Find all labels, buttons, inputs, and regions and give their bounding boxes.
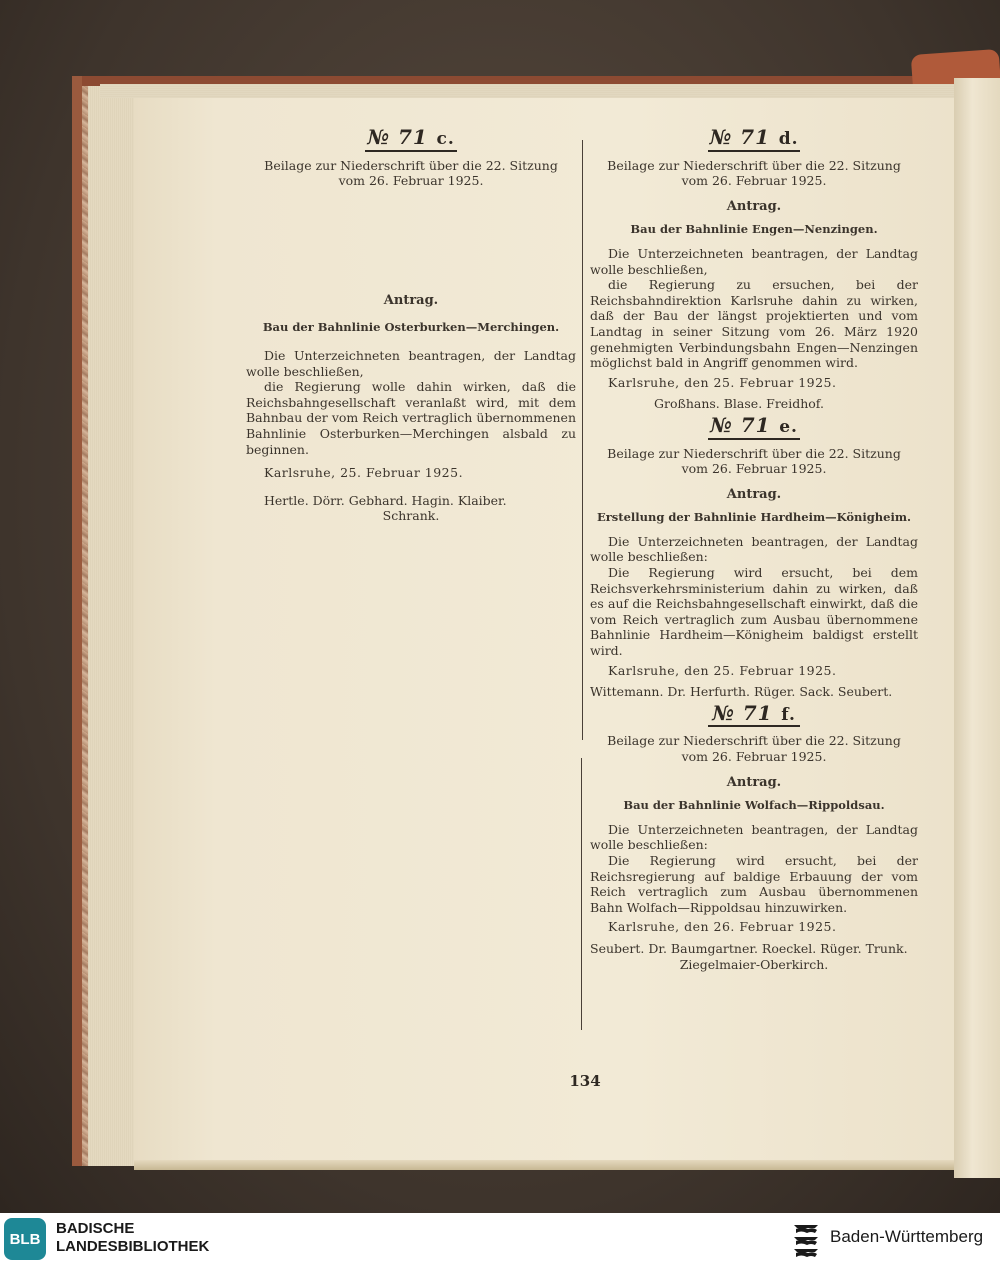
state-name[interactable]: Baden-Württemberg bbox=[830, 1227, 984, 1246]
signatures: Großhans. Blase. Freidhof. bbox=[654, 396, 824, 412]
antrag-title: Erstellung der Bahnlinie Hardheim—Königheim. bbox=[596, 510, 912, 525]
signatures: Hertle. Dörr. Gebhard. Hagin. Klaiber. bbox=[264, 492, 507, 508]
antrag-heading: Antrag. bbox=[383, 292, 439, 308]
heading-underline bbox=[708, 438, 800, 440]
page-stack-edge bbox=[88, 86, 138, 1166]
supplement-line: Beilage zur Niederschrift über die 22. Sitzung bbox=[607, 733, 901, 749]
document-number: № 71 bbox=[709, 125, 771, 149]
antrag-title: Bau der Bahnlinie Wolfach—Rippoldsau. bbox=[623, 798, 885, 813]
document-71c bbox=[246, 125, 576, 524]
antrag-heading: Antrag. bbox=[726, 198, 782, 214]
supplement-date: vom 26. Februar 1925. bbox=[681, 173, 827, 189]
place-date: Karlsruhe, 25. Februar 1925. bbox=[264, 465, 464, 481]
motion-body: die Regierung zu ersuchen, bei der Reichsbahndirektion Karlsruhe dahin zu wirken, daß der Bau der längst projektierten und vom Landtag in seiner Sitzung vom 26. März 1920 genehmigten Verbindungsbahn Engen—Nenzingen möglichst bald in Angriff genommen wird. bbox=[590, 277, 918, 371]
library-name[interactable] bbox=[56, 1220, 209, 1256]
place-date: Karlsruhe, den 26. Februar 1925. bbox=[608, 919, 837, 935]
supplement-date: vom 26. Februar 1925. bbox=[681, 461, 827, 477]
signatures-continued: Ziegelmaier-Oberkirch. bbox=[679, 956, 829, 972]
antrag-heading: Antrag. bbox=[726, 486, 782, 502]
place-date: Karlsruhe, den 25. Februar 1925. bbox=[608, 662, 837, 678]
supplement-line: Beilage zur Niederschrift über die 22. Sitzung bbox=[264, 157, 558, 173]
facing-page-edge bbox=[954, 78, 1000, 1178]
page-bottom-edge bbox=[134, 1160, 954, 1170]
baden-wuerttemberg-lions-icon[interactable] bbox=[790, 1219, 824, 1259]
page-number: 134 bbox=[569, 1072, 601, 1090]
place-date: Karlsruhe, den 25. Februar 1925. bbox=[608, 374, 837, 390]
column-rule bbox=[582, 140, 583, 740]
document-heading bbox=[590, 412, 918, 440]
motion-intro: Die Unterzeichneten beantragen, der Landtag wolle beschließen: bbox=[590, 533, 918, 565]
heading-underline bbox=[365, 150, 457, 152]
motion-body: die Regierung wolle dahin wirken, daß die Reichsbahngesellschaft veranlaßt wird, mit dem Bahnbau der vom Reich vertraglich übernommenen Bahnlinie Osterburken—Merchingen alsbald zu beginnen. bbox=[246, 379, 576, 457]
motion-body: Die Regierung wird ersucht, bei der Reichsregierung auf baldige Erbauung der vom Reich vertraglich zum Ausbau übernommenen Bahn Wolfach—Rippoldsau hinzuwirken. bbox=[590, 852, 918, 915]
supplement-date: vom 26. Februar 1925. bbox=[681, 749, 827, 764]
document-suffix: e. bbox=[779, 416, 798, 437]
document-suffix: d. bbox=[778, 129, 799, 149]
motion-intro: Die Unterzeichneten beantragen, der Landtag wolle beschließen, bbox=[246, 347, 576, 379]
antrag-title: Bau der Bahnlinie Engen—Nenzingen. bbox=[630, 222, 878, 237]
blb-logo[interactable] bbox=[4, 1218, 46, 1260]
motion-intro: Die Unterzeichneten beantragen, der Landtag wolle beschließen, bbox=[590, 245, 918, 277]
signatures: Wittemann. Dr. Herfurth. Rüger. Sack. Seubert. bbox=[590, 684, 893, 700]
motion-body: Die Regierung wird ersucht, bei dem Reichsverkehrsministerium dahin zu wirken, daß es auf die Reichsbahngesellschaft einwirkt, daß die vom Reich vertraglich zum Ausbau übernommene Bahnlinie Hardheim—Königheim baldigst erstellt wird. bbox=[590, 565, 918, 659]
right-column bbox=[590, 125, 918, 972]
footer-bar bbox=[0, 1213, 1000, 1263]
document-71e bbox=[590, 412, 918, 700]
supplement-date: vom 26. Februar 1925. bbox=[338, 173, 484, 189]
antrag-heading: Antrag. bbox=[726, 774, 782, 790]
supplement-line: Beilage zur Niederschrift über die 22. Sitzung bbox=[607, 157, 901, 173]
signatures-continued: Schrank. bbox=[382, 508, 440, 524]
signatures: Seubert. Dr. Baumgartner. Roeckel. Rüger. Trunk. bbox=[590, 940, 908, 956]
supplement-line: Beilage zur Niederschrift über die 22. Sitzung bbox=[607, 445, 901, 461]
document-suffix: f. bbox=[781, 704, 796, 725]
document-suffix: c. bbox=[436, 129, 455, 149]
heading-underline bbox=[708, 725, 800, 727]
document-71f bbox=[590, 700, 918, 972]
document-71d bbox=[590, 125, 918, 412]
blb-logo-text: BLB bbox=[9, 1230, 41, 1248]
document-number: № 71 bbox=[712, 700, 773, 725]
antrag-title: Bau der Bahnlinie Osterburken—Merchingen. bbox=[262, 320, 560, 335]
page-stack-top bbox=[100, 84, 980, 98]
document-heading bbox=[590, 700, 918, 728]
document-heading bbox=[590, 125, 918, 152]
document-heading bbox=[246, 125, 576, 152]
column-rule bbox=[581, 758, 582, 1030]
library-name-line2: LANDESBIBLIOTHEK bbox=[56, 1238, 210, 1255]
library-name-line1: BADISCHE bbox=[56, 1220, 135, 1237]
heading-underline bbox=[708, 150, 800, 152]
document-number: № 71 bbox=[710, 412, 771, 437]
document-number: № 71 bbox=[367, 125, 428, 149]
book-cover-spine-edge bbox=[72, 76, 82, 1166]
motion-intro: Die Unterzeichneten beantragen, der Landtag wolle beschließen: bbox=[590, 821, 918, 853]
